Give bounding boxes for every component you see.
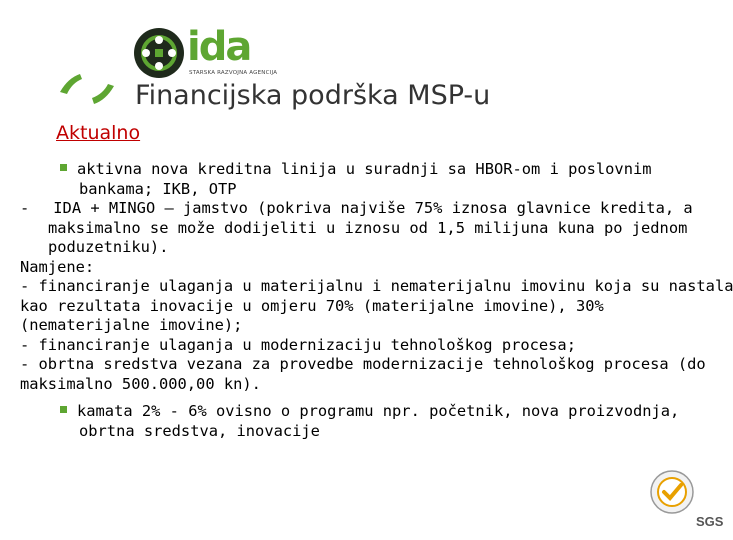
logo-wordmark: ida [187,24,251,70]
dash-item-text: IDA + MINGO – jamstvo (pokriva najviše 75% iznosa glavnice kredita, a [53,199,693,217]
sgs-certification-seal-icon [648,468,724,532]
bullet-item [20,402,710,441]
dash-item [20,199,710,258]
bullet-text: obrtna sredstva, inovacije [79,421,320,440]
bullet-text: bankama; IKB, OTP [79,179,237,198]
dash-marker: - [20,199,30,217]
namjene-line: - obrtna sredstva vezana za provedbe modernizacije tehnološkog procesa (do [20,355,706,373]
sgs-label: SGS [696,514,724,529]
ida-logo [133,25,278,83]
section-subtitle: Aktualno [56,122,141,144]
namjene-line: - financiranje ulaganja u modernizaciju tehnološkog procesa; [20,335,576,354]
bullet-text: kamata 2% - 6% ovisno o programu npr. početnik, nova proizvodnja, [77,402,680,420]
decorative-swoosh-icon [58,70,118,110]
square-bullet-icon [60,406,67,413]
dash-item-text: poduzetniku). [48,238,169,256]
namjene-line: (nematerijalne imovine); [20,316,243,334]
dash-item-text: maksimalno se može dodijeliti u iznosu od 1,5 milijuna kuna po jednom [48,218,688,237]
bullet-item [20,160,710,199]
namjene-line: kao rezultata inovacije u omjeru 70% (materijalne imovine), 30% [20,296,604,315]
namjene-label: Namjene: [20,257,95,276]
logo-tagline: STARSKA RAZVOJNA AGENCIJA [189,70,278,76]
square-bullet-icon [60,164,67,171]
bullet-text: aktivna nova kreditna linija u suradnji sa HBOR-om i poslovnim [77,160,652,178]
ida-logo-mark-icon [133,27,185,79]
slide-body [20,160,733,441]
page-title: Financijska podrška MSP-u [135,80,491,111]
namjene-line: maksimalno 500.000,00 kn). [20,374,261,393]
namjene-line: - financiranje ulaganja u materijalnu i nematerijalnu imovinu koja su nastala [20,277,733,295]
